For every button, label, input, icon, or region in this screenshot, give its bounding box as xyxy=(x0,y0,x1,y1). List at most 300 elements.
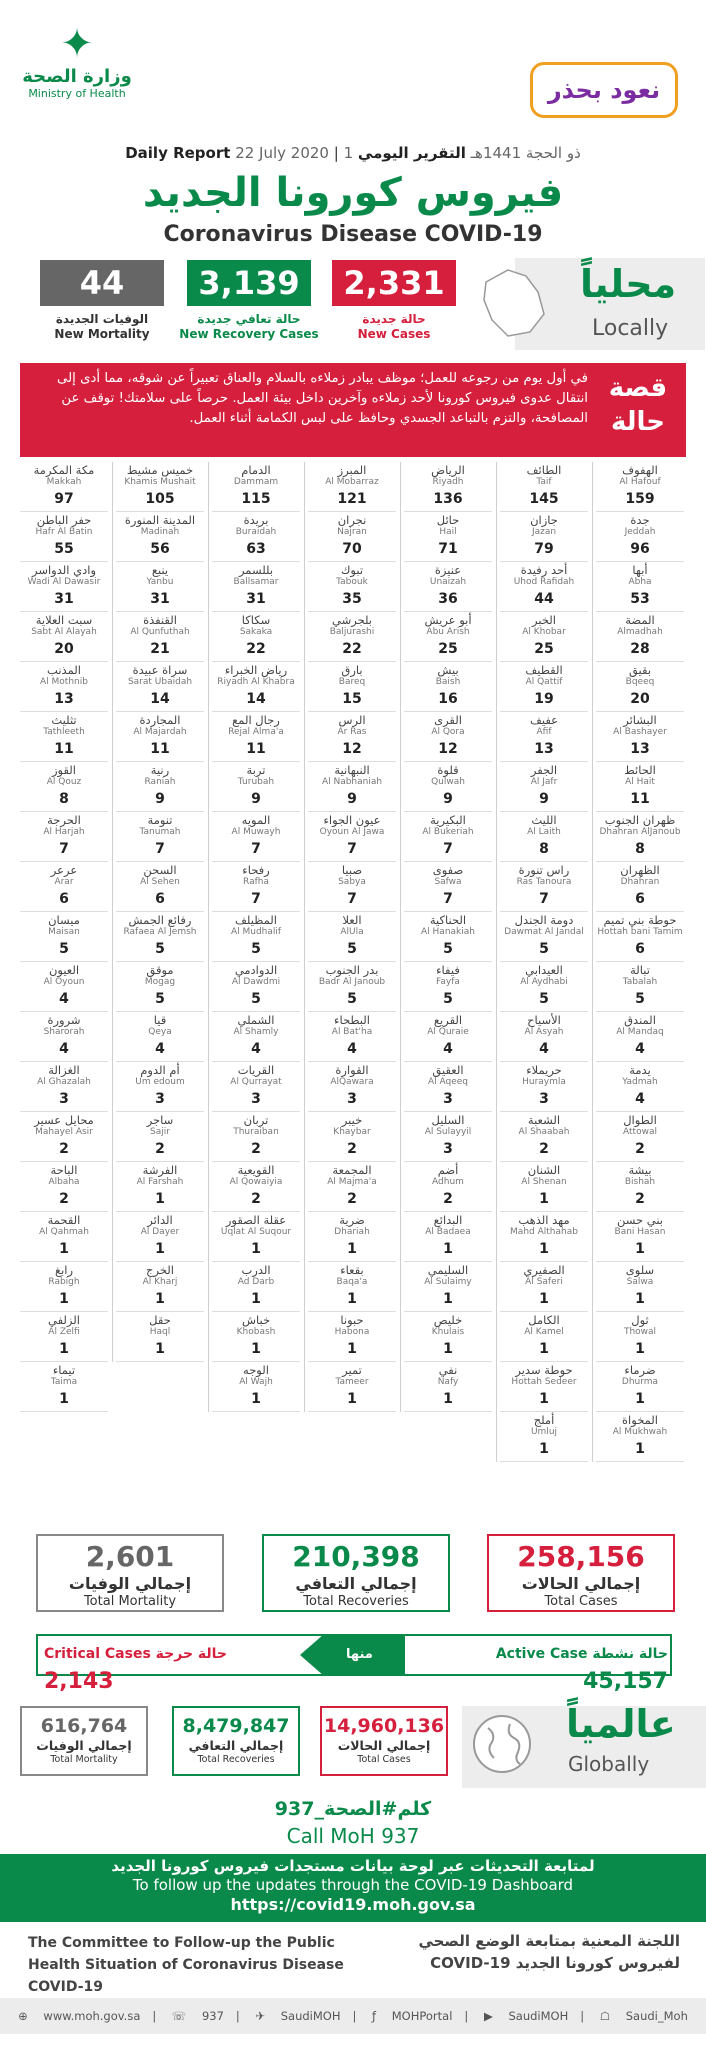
city-cell xyxy=(596,462,684,512)
locally-title-english: Locally xyxy=(592,316,669,341)
total-recoveries-box xyxy=(262,1534,450,1612)
new-cases-value: 2,331 xyxy=(332,260,456,306)
saudi-map-icon xyxy=(478,262,548,342)
new-recoveries-label-en: New Recovery Cases xyxy=(179,327,319,341)
total-cases-label-en: Total Cases xyxy=(544,1594,618,1609)
city-name-arabic: عيون الجواء xyxy=(323,813,381,827)
city-cell xyxy=(212,912,300,962)
cities-column xyxy=(212,462,300,1412)
facebook-link[interactable] xyxy=(366,2009,458,2023)
city-name-arabic: أم الدوم xyxy=(140,1063,180,1077)
city-name-arabic: الزلفي xyxy=(48,1313,80,1327)
city-name-english: Al Saferi xyxy=(525,1277,563,1287)
city-cell xyxy=(404,612,492,662)
web-link[interactable] xyxy=(12,2009,146,2023)
total-cases-value: 258,156 xyxy=(517,1540,645,1573)
total-recoveries-label-ar: إجمالي التعافي xyxy=(295,1574,417,1593)
city-name-arabic: موقق xyxy=(146,963,174,977)
city-cell xyxy=(404,1162,492,1212)
twitter-link-text: SaudiMOH xyxy=(280,2009,341,2023)
city-name-arabic: عرعر xyxy=(50,863,78,877)
city-cell xyxy=(20,1362,108,1412)
globally-title-english: Globally xyxy=(568,1752,650,1776)
city-name-arabic: حوطة بني تميم xyxy=(603,913,677,927)
total-mortality-label-ar: إجمالي الوفيات xyxy=(68,1574,192,1593)
city-cell xyxy=(116,662,204,712)
city-case-count: 2 xyxy=(347,1141,357,1157)
city-name-arabic: خميس مشيط xyxy=(126,463,194,477)
city-cell xyxy=(500,1362,588,1412)
city-name-arabic: البدائع xyxy=(433,1213,463,1227)
city-cell xyxy=(116,962,204,1012)
city-case-count: 22 xyxy=(246,641,266,657)
city-cell xyxy=(500,1012,588,1062)
city-case-count: 1 xyxy=(347,1291,357,1307)
city-cell xyxy=(20,1212,108,1262)
global-recoveries-label-ar: إجمالي التعافي xyxy=(188,1738,284,1753)
city-cell xyxy=(212,1262,300,1312)
city-name-arabic: ضرماء xyxy=(624,1363,656,1377)
city-name-arabic: جازان xyxy=(530,513,558,527)
city-name-english: Khulais xyxy=(431,1327,465,1337)
cities-column xyxy=(404,462,492,1412)
city-name-english: Taif xyxy=(536,477,552,487)
city-name-arabic: القوز xyxy=(51,763,76,777)
cities-column xyxy=(596,462,684,1462)
column-divider xyxy=(592,462,593,1462)
city-name-arabic: الخرج xyxy=(146,1263,174,1277)
city-cell xyxy=(308,1362,396,1412)
city-name-english: Haql xyxy=(149,1327,171,1337)
phone-link-text: 937 xyxy=(201,2009,224,2023)
city-case-count: 79 xyxy=(534,541,554,557)
city-name-arabic: راس تنورة xyxy=(518,863,570,877)
city-name-english: Al Nabhaniah xyxy=(321,777,383,787)
city-name-arabic: النبهانية xyxy=(334,763,370,777)
city-name-arabic: حقل xyxy=(149,1313,171,1327)
city-name-english: Dhariah xyxy=(334,1227,370,1237)
city-cell xyxy=(404,1312,492,1362)
city-name-english: Al Shenan xyxy=(521,1177,567,1187)
new-cases-label-ar: حالة جديدة xyxy=(362,312,426,326)
city-name-english: Al Qurrayat xyxy=(230,1077,282,1087)
call-hashtag: كلم#الصحة_937 xyxy=(274,1798,432,1820)
city-name-arabic: المبرز xyxy=(337,463,367,477)
city-cell xyxy=(20,462,108,512)
city-case-count: 12 xyxy=(438,741,458,757)
city-name-english: Al Dayer xyxy=(140,1227,180,1237)
city-cell xyxy=(500,1062,588,1112)
city-cell xyxy=(404,862,492,912)
city-case-count: 2 xyxy=(59,1191,69,1207)
city-name-english: Taima xyxy=(50,1377,78,1387)
city-name-english: Tabalah xyxy=(622,977,658,987)
city-cell xyxy=(596,912,684,962)
case-story-banner xyxy=(20,363,686,457)
city-cell xyxy=(212,712,300,762)
city-cell xyxy=(404,912,492,962)
city-case-count: 3 xyxy=(443,1141,453,1157)
city-cell xyxy=(308,912,396,962)
city-case-count: 1 xyxy=(155,1241,165,1257)
city-name-arabic: ثول xyxy=(631,1313,649,1327)
city-name-arabic: الجفر xyxy=(530,763,558,777)
city-cell xyxy=(20,1012,108,1062)
city-cell xyxy=(596,1012,684,1062)
city-name-english: Yadmah xyxy=(622,1077,658,1087)
city-name-arabic: الدمام xyxy=(241,463,271,477)
city-cell xyxy=(500,962,588,1012)
city-cell xyxy=(500,712,588,762)
cities-column xyxy=(500,462,588,1462)
city-case-count: 1 xyxy=(155,1291,165,1307)
city-cell xyxy=(212,662,300,712)
city-cell xyxy=(212,812,300,862)
city-case-count: 3 xyxy=(539,1091,549,1107)
city-case-count: 7 xyxy=(347,891,357,907)
youtube-link[interactable] xyxy=(478,2009,574,2023)
city-name-arabic: السحن xyxy=(143,863,177,877)
city-case-count: 159 xyxy=(625,491,655,507)
snapchat-link[interactable] xyxy=(594,2009,694,2023)
column-divider xyxy=(400,462,401,1412)
city-case-count: 7 xyxy=(59,841,69,857)
city-case-count: 1 xyxy=(251,1391,261,1407)
city-case-count: 15 xyxy=(342,691,362,707)
active-cases-value: 45,157 xyxy=(583,1669,668,1694)
new-mortality-value: 44 xyxy=(40,260,164,306)
city-case-count: 2 xyxy=(155,1141,165,1157)
city-cell xyxy=(116,1262,204,1312)
city-case-count: 7 xyxy=(539,891,549,907)
city-case-count: 3 xyxy=(443,1091,453,1107)
city-name-arabic: السليمي xyxy=(427,1263,469,1277)
twitter-link[interactable] xyxy=(249,2009,346,2023)
city-cell xyxy=(212,1162,300,1212)
city-case-count: 1 xyxy=(635,1341,645,1357)
city-cell xyxy=(20,1112,108,1162)
city-name-arabic: الطوال xyxy=(623,1113,657,1127)
dashboard-text-arabic: لمتابعة التحديثات عبر لوحة بيانات مستجدات فيروس كورونا الجديد xyxy=(111,1857,595,1875)
city-name-arabic: بيش xyxy=(437,663,459,677)
city-cell xyxy=(212,1362,300,1412)
city-case-count: 5 xyxy=(347,941,357,957)
city-name-english: Umluj xyxy=(530,1427,558,1437)
city-cell xyxy=(596,812,684,862)
city-case-count: 44 xyxy=(534,591,554,607)
cities-column xyxy=(116,462,204,1362)
city-name-arabic: وادي الدواسر xyxy=(32,563,96,577)
city-name-english: Abu Arish xyxy=(426,627,470,637)
city-case-count: 121 xyxy=(337,491,367,507)
city-case-count: 19 xyxy=(534,691,554,707)
city-name-arabic: تبالة xyxy=(630,963,650,977)
city-case-count: 5 xyxy=(347,991,357,1007)
total-recoveries-label-en: Total Recoveries xyxy=(303,1594,409,1609)
facebook-link-text: MOHPortal xyxy=(391,2009,453,2023)
city-name-english: Riyadh xyxy=(432,477,464,487)
city-name-english: Al Quraie xyxy=(427,1027,469,1037)
city-cell xyxy=(20,762,108,812)
city-case-count: 1 xyxy=(251,1291,261,1307)
city-cell xyxy=(404,1262,492,1312)
city-name-arabic: نجران xyxy=(337,513,367,527)
city-name-english: Al Bashayer xyxy=(613,727,667,737)
total-cases-box xyxy=(487,1534,675,1612)
city-name-arabic: الهفوف xyxy=(622,463,658,477)
city-name-arabic: تربان xyxy=(243,1113,269,1127)
city-name-arabic: المظيلف xyxy=(235,913,277,927)
city-name-english: Al Qunfuthah xyxy=(130,627,190,637)
city-name-english: Baljurashi xyxy=(329,627,375,637)
city-name-english: Al Hafouf xyxy=(619,477,661,487)
city-name-english: Bqeeq xyxy=(625,677,655,687)
city-cell xyxy=(596,1312,684,1362)
city-name-arabic: العلا xyxy=(342,913,362,927)
city-cell xyxy=(308,1062,396,1112)
new-recoveries-label xyxy=(169,312,329,342)
city-cell xyxy=(404,512,492,562)
snapchat-link-text: Saudi_Moh xyxy=(625,2009,688,2023)
cities-column xyxy=(20,462,108,1412)
city-cell xyxy=(596,612,684,662)
city-case-count: 1 xyxy=(539,1341,549,1357)
city-name-english: Sharorah xyxy=(43,1027,85,1037)
city-case-count: 7 xyxy=(443,841,453,857)
city-name-english: Bani Hasan xyxy=(614,1227,666,1237)
city-name-arabic: دومة الجندل xyxy=(514,913,574,927)
total-mortality-box xyxy=(36,1534,224,1612)
city-name-english: Rabigh xyxy=(48,1277,80,1287)
city-case-count: 4 xyxy=(635,1041,645,1057)
city-cell xyxy=(404,812,492,862)
city-name-english: Uqlat Al Suqour xyxy=(220,1227,292,1237)
city-cell xyxy=(308,462,396,512)
city-name-arabic: سلوى xyxy=(625,1263,655,1277)
total-recoveries-value: 210,398 xyxy=(292,1540,420,1573)
new-cases-label-en: New Cases xyxy=(357,327,431,341)
city-name-arabic: عنيزة xyxy=(434,563,462,577)
global-cases-box xyxy=(320,1706,448,1776)
global-cases-label-ar: إجمالي الحالات xyxy=(337,1738,431,1753)
city-cell xyxy=(116,1312,204,1362)
city-case-count: 5 xyxy=(251,991,261,1007)
global-recoveries-box xyxy=(172,1706,300,1776)
city-case-count: 25 xyxy=(534,641,554,657)
city-name-english: Tathleeth xyxy=(43,727,85,737)
city-case-count: 1 xyxy=(155,1341,165,1357)
city-name-english: Al Jafr xyxy=(530,777,558,787)
city-case-count: 1 xyxy=(635,1441,645,1457)
city-case-count: 5 xyxy=(155,991,165,1007)
city-case-count: 13 xyxy=(630,741,650,757)
city-cell xyxy=(308,862,396,912)
city-name-english: Al Ghazalah xyxy=(37,1077,91,1087)
city-cell xyxy=(500,512,588,562)
city-name-english: Al Hait xyxy=(625,777,655,787)
city-case-count: 25 xyxy=(438,641,458,657)
city-cell xyxy=(20,562,108,612)
city-cell xyxy=(596,962,684,1012)
city-cell xyxy=(500,612,588,662)
city-cell xyxy=(308,712,396,762)
city-case-count: 56 xyxy=(150,541,170,557)
youtube-link-text: SaudiMOH xyxy=(508,2009,569,2023)
city-cell xyxy=(20,512,108,562)
city-case-count: 9 xyxy=(443,791,453,807)
case-story-text: في أول يوم من رجوعه للعمل؛ موظف يبادر زملاءه بالسلام والعناق تعبيراً عن شوقه، مما أدى إلى انتقال عدوى فيروس كورونا لأحد زملاءه وآخرين داخل بيئة العمل. حرصاً على سلامتك! توقف عن المصافحة، والتزم بالتباعد الجسدي وحافظ على لبس الكمامة أثناء العمل. xyxy=(57,371,588,426)
active-cases xyxy=(408,1640,668,1698)
dashboard-banner xyxy=(0,1854,706,1922)
city-name-arabic: بقيق xyxy=(628,663,652,677)
city-case-count: 8 xyxy=(59,791,69,807)
city-case-count: 11 xyxy=(630,791,650,807)
city-name-arabic: الكامل xyxy=(528,1313,560,1327)
city-name-english: Al Qora xyxy=(431,727,465,737)
city-cell xyxy=(212,462,300,512)
city-name-arabic: الرس xyxy=(338,713,366,727)
city-name-arabic: جدة xyxy=(630,513,650,527)
city-cell xyxy=(596,1412,684,1462)
city-name-arabic: حبونا xyxy=(340,1313,364,1327)
city-case-count: 4 xyxy=(347,1041,357,1057)
city-case-count: 6 xyxy=(59,891,69,907)
main-title-arabic: فيروس كورونا الجديد xyxy=(142,170,564,216)
city-case-count: 6 xyxy=(635,941,645,957)
global-mortality-label-en: Total Mortality xyxy=(50,1754,118,1765)
city-cell xyxy=(20,862,108,912)
city-name-arabic: حوطة سدير xyxy=(515,1363,573,1377)
phone-icon: ☏ xyxy=(171,2009,187,2023)
city-name-english: Tameer xyxy=(335,1377,369,1387)
city-cell xyxy=(500,912,588,962)
city-name-arabic: تمير xyxy=(342,1363,362,1377)
committee-english: The Committee to Follow-up the Public Health Situation of Coronavirus Disease COVID-19 xyxy=(28,1935,344,1995)
city-name-arabic: البشائر xyxy=(623,713,657,727)
city-case-count: 71 xyxy=(438,541,458,557)
city-cell xyxy=(308,962,396,1012)
city-name-arabic: خيبر xyxy=(341,1113,363,1127)
city-name-arabic: المذنب xyxy=(47,663,81,677)
report-hijri: 1 ذو الحجة 1441هـ xyxy=(343,144,581,162)
city-name-english: Oyoun Al Jawa xyxy=(319,827,385,837)
city-name-english: Almadhah xyxy=(617,627,663,637)
city-name-arabic: القرى xyxy=(434,713,462,727)
city-name-english: Sabt Al Alayah xyxy=(31,627,97,637)
city-case-count: 1 xyxy=(635,1241,645,1257)
city-name-arabic: بارق xyxy=(341,663,363,677)
city-name-english: Habona xyxy=(334,1327,370,1337)
new-recoveries-label-ar: حالة تعافي جديدة xyxy=(197,312,301,326)
city-name-english: Raniah xyxy=(144,777,176,787)
city-name-english: Najran xyxy=(337,527,367,537)
city-cell xyxy=(212,962,300,1012)
city-case-count: 3 xyxy=(155,1091,165,1107)
city-name-arabic: الدرب xyxy=(241,1263,271,1277)
phone-link[interactable] xyxy=(166,2009,230,2023)
city-name-arabic: المضة xyxy=(625,613,655,627)
city-cell xyxy=(596,662,684,712)
city-name-english: Badr Al Janoub xyxy=(318,977,386,987)
city-name-english: Sajir xyxy=(150,1127,170,1137)
new-mortality-label-en: New Mortality xyxy=(54,327,150,341)
city-name-arabic: رابغ xyxy=(54,1263,74,1277)
city-name-english: Makkah xyxy=(46,477,82,487)
city-name-english: Khobash xyxy=(236,1327,276,1337)
city-case-count: 14 xyxy=(150,691,170,707)
dashboard-link[interactable]: https://covid19.moh.gov.sa xyxy=(230,1895,476,1914)
city-cell xyxy=(404,462,492,512)
city-name-arabic: حفر الباطن xyxy=(36,513,92,527)
city-case-count: 8 xyxy=(539,841,549,857)
city-case-count: 5 xyxy=(539,941,549,957)
active-cases-label-en: Active Case xyxy=(495,1646,588,1662)
city-name-english: Al Dawdmi xyxy=(231,977,281,987)
city-name-arabic: المدينة المنورة xyxy=(124,513,196,527)
city-case-count: 1 xyxy=(155,1191,165,1207)
city-name-english: Buraidah xyxy=(235,527,277,537)
city-cell xyxy=(596,762,684,812)
city-name-english: Al Bat'ha xyxy=(331,1027,373,1037)
city-case-count: 1 xyxy=(347,1241,357,1257)
city-name-arabic: القويعية xyxy=(237,1163,275,1177)
city-cell xyxy=(116,812,204,862)
city-name-english: Al Shamly xyxy=(233,1027,279,1037)
city-name-arabic: بريدة xyxy=(243,513,269,527)
city-cell xyxy=(404,662,492,712)
city-case-count: 1 xyxy=(251,1341,261,1357)
city-cell xyxy=(116,712,204,762)
city-name-arabic: سكاكا xyxy=(241,613,271,627)
city-cell xyxy=(20,712,108,762)
logo-english: Ministry of Health xyxy=(28,87,126,100)
city-name-english: Yanbu xyxy=(146,577,174,587)
city-name-arabic: أملج xyxy=(533,1413,555,1427)
city-name-arabic: الظهران xyxy=(620,863,660,877)
city-name-english: Qulwah xyxy=(431,777,465,787)
total-mortality-value: 2,601 xyxy=(85,1540,175,1573)
city-cell xyxy=(308,512,396,562)
city-name-arabic: الفرشة xyxy=(142,1163,178,1177)
city-name-english: Al Muwayh xyxy=(231,827,281,837)
city-cell xyxy=(404,1212,492,1262)
city-case-count: 5 xyxy=(635,991,645,1007)
city-case-count: 4 xyxy=(251,1041,261,1057)
city-name-english: Al Majardah xyxy=(133,727,187,737)
city-case-count: 5 xyxy=(251,941,261,957)
city-name-arabic: الليث xyxy=(531,813,557,827)
city-cell xyxy=(308,1262,396,1312)
city-cell xyxy=(596,1162,684,1212)
city-case-count: 70 xyxy=(342,541,362,557)
city-case-count: 1 xyxy=(251,1241,261,1257)
city-case-count: 21 xyxy=(150,641,170,657)
city-name-arabic: الشملي xyxy=(237,1013,275,1027)
city-name-arabic: رفحاء xyxy=(242,863,270,877)
city-case-count: 35 xyxy=(342,591,362,607)
city-name-arabic: الغزالة xyxy=(48,1063,80,1077)
city-cell xyxy=(20,1162,108,1212)
active-cases-label-ar: حالة نشطة xyxy=(592,1646,668,1662)
city-case-count: 4 xyxy=(155,1041,165,1057)
city-name-english: Mogag xyxy=(144,977,176,987)
city-name-english: Unaizah xyxy=(429,577,467,587)
city-name-arabic: الحناكية xyxy=(429,913,467,927)
city-name-arabic: المجمعة xyxy=(332,1163,372,1177)
city-cell xyxy=(308,1162,396,1212)
city-case-count: 145 xyxy=(529,491,559,507)
city-name-english: Khamis Mushait xyxy=(124,477,196,487)
